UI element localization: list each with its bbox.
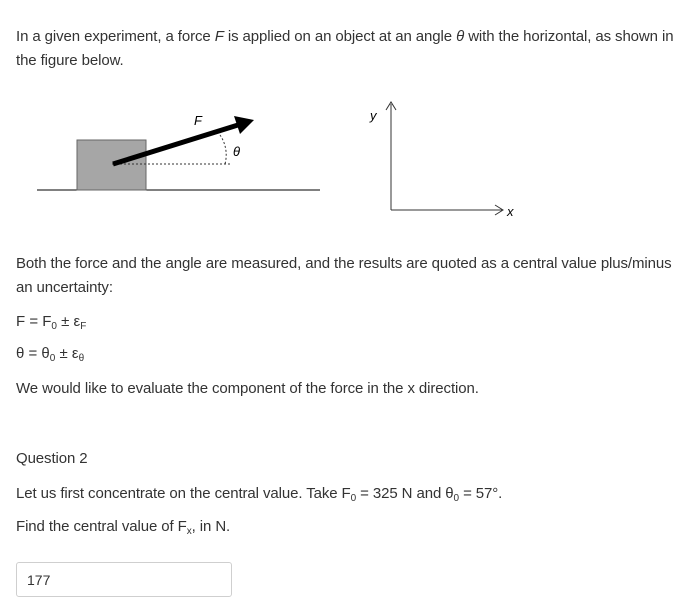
intro-text-1: In a given experiment, a force	[16, 28, 215, 45]
angle-eq-pm: ± ε	[55, 345, 79, 362]
find-text-2: , in N.	[191, 518, 231, 535]
force-arrow-head	[234, 116, 254, 134]
angle-eq-lhs: θ = θ	[16, 345, 50, 362]
x-axis-label: x	[507, 204, 514, 219]
force-diagram	[0, 90, 700, 230]
prompt-sub-1: 0	[453, 493, 459, 504]
force-eq-sub0: 0	[51, 321, 57, 332]
find-sub-x: x	[186, 526, 192, 537]
angle-label: θ	[233, 144, 241, 159]
find-instruction	[16, 515, 230, 544]
prompt-text-1: Let us first concentrate on the central value. Take F	[16, 485, 351, 502]
force-eq-pm: ± ε	[56, 313, 81, 330]
force-label: F	[194, 113, 202, 128]
angle-eq-sub0: 0	[49, 353, 56, 364]
intro-text-3: with the horizontal, as shown in the figure below.	[16, 28, 674, 69]
force-eq-subF: F	[80, 321, 87, 332]
intro-paragraph	[16, 25, 688, 73]
answer-input[interactable]	[16, 562, 232, 597]
force-equation	[16, 313, 86, 332]
angle-equation	[16, 345, 84, 364]
intro-angle-symbol: θ	[456, 28, 465, 45]
angle-arc	[220, 135, 226, 164]
force-eq-lhs: F = F	[16, 313, 52, 330]
intro-text-2: is applied on an object at an angle	[223, 28, 457, 45]
prompt-text-3: = 57°.	[459, 485, 503, 502]
goal-paragraph: We would like to evaluate the component of the force in the x direction.	[16, 380, 479, 397]
y-axis-label: y	[370, 108, 377, 123]
prompt-text-2: = 325 N and θ	[356, 485, 454, 502]
question-prompt	[16, 482, 502, 511]
intro-force-symbol: F	[214, 28, 224, 45]
block	[77, 140, 146, 190]
angle-eq-subT: θ	[78, 353, 85, 364]
measurement-paragraph: Both the force and the angle are measured, and the results are quoted as a central value plus/minus an uncertainty:	[16, 255, 672, 296]
prompt-sub-0: 0	[350, 493, 357, 504]
question-heading: Question 2	[16, 450, 88, 467]
find-text-1: Find the central value of F	[16, 518, 187, 535]
